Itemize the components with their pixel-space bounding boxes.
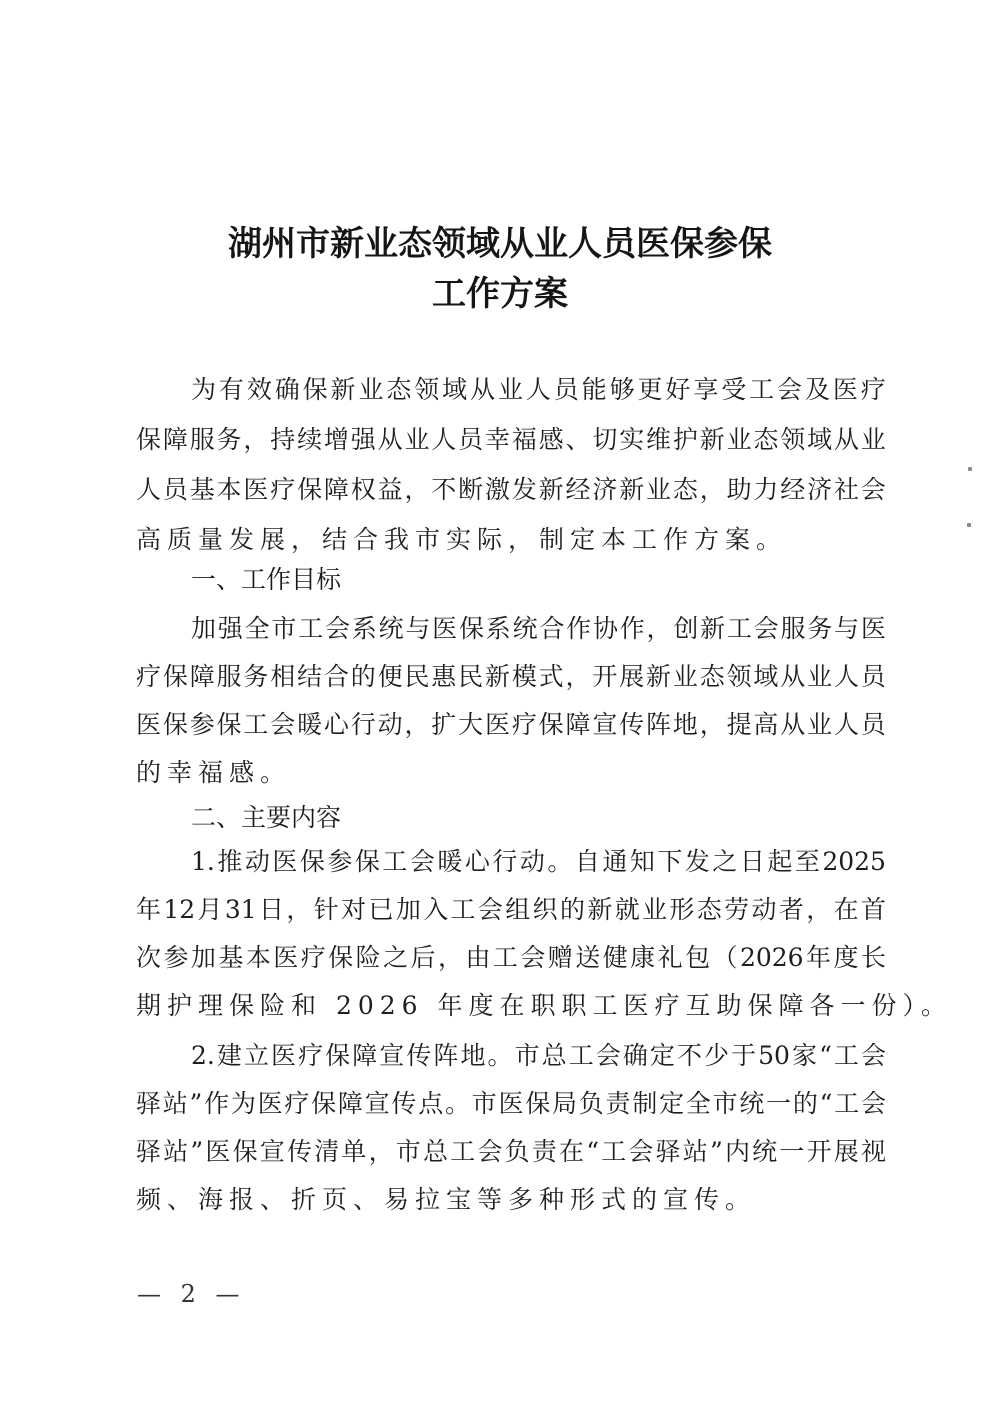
section-heading-main-content: 二、主要内容 [191, 803, 342, 832]
paragraph-line: 医 保 参 保 工 会 暖 心 行 动 ， 扩 大 医 疗 保 障 宣 传 阵 地 ， 提 高 从 业 人 员 [136, 710, 886, 739]
scan-speck [967, 523, 971, 527]
document-title-line-1: 湖州市新业态领域从业人员医保参保 [228, 224, 772, 264]
paragraph-line: 年 12 月 31 日 ， 针 对 已 加 入 工 会 组 织 的 新 就 业 形 态 劳 动 者 ， 在 首 [136, 895, 886, 924]
paragraph-line: 加 强 全 市 工 会 系 统 与 医 保 系 统 合 作 协 作 ， 创 新 工 会 服 务 与 医 [191, 614, 886, 643]
paragraph-line: 保 障 服 务 ， 持 续 增 强 从 业 人 员 幸 福 感 、 切 实 维 护 新 业 态 领 域 从 业 [136, 425, 886, 454]
paragraph-line: 2. 建 立 医 疗 保 障 宣 传 阵 地 。 市 总 工 会 确 定 不 少 于 50 家 “ 工 会 [191, 1041, 886, 1070]
paragraph-line: 人 员 基 本 医 疗 保 障 权 益 ， 不 断 激 发 新 经 济 新 业 态 ， 助 力 经 济 社 会 [136, 475, 886, 504]
scan-speck [968, 467, 972, 471]
paragraph-line: 为 有 效 确 保 新 业 态 领 域 从 业 人 员 能 够 更 好 享 受 工 会 及 医 疗 [191, 375, 886, 404]
paragraph-line: 驿 站 ” 医 保 宣 传 清 单 ， 市 总 工 会 负 责 在 “ 工 会 驿 站 ” 内 统 一 开 展 视 [136, 1137, 886, 1166]
page-number: — 2 — [137, 1280, 246, 1308]
paragraph-line: 疗 保 障 服 务 相 结 合 的 便 民 惠 民 新 模 式 ， 开 展 新 业 态 领 域 从 业 人 员 [136, 662, 886, 691]
paragraph-line: 的幸福感。 [136, 758, 292, 787]
section-heading-work-goals: 一、工作目标 [191, 565, 342, 594]
paragraph-line: 期护理保险和 2026 年度在职职工医疗互助保障各一份）。 [136, 991, 953, 1020]
document-title-line-2: 工作方案 [432, 274, 568, 314]
paragraph-line: 频、海报、折页、易拉宝等多种形式的宣传。 [136, 1185, 757, 1214]
paragraph-line: 高质量发展，结合我市实际，制定本工作方案。 [136, 525, 788, 554]
paragraph-line: 1. 推 动 医 保 参 保 工 会 暖 心 行 动 。 自 通 知 下 发 之 日 起 至 2025 [191, 847, 886, 876]
paragraph-line: 次 参 加 基 本 医 疗 保 险 之 后 ， 由 工 会 赠 送 健 康 礼 包 （ 2026 年 度 长 [136, 943, 886, 972]
paragraph-line: 驿 站 ” 作 为 医 疗 保 障 宣 传 点 。 市 医 保 局 负 责 制 定 全 市 统 一 的 “ 工 会 [136, 1089, 886, 1118]
